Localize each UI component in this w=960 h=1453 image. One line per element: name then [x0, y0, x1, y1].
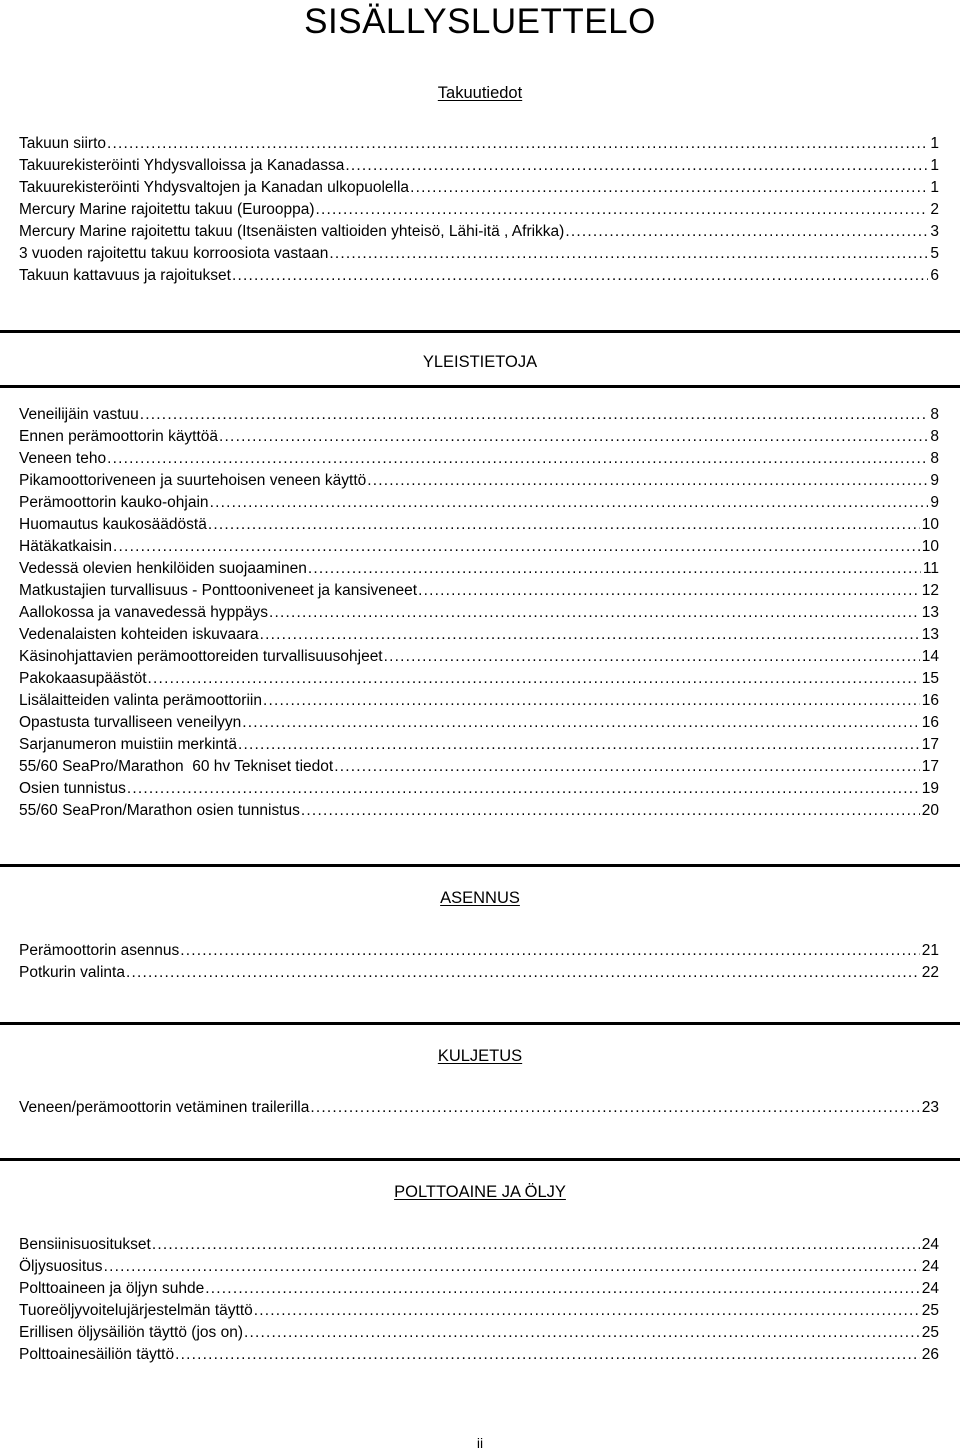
toc-entry-page: 1: [930, 157, 939, 174]
toc-entry-page: 6: [930, 267, 939, 284]
dot-leader: [329, 243, 928, 265]
toc-entry-page: 20: [921, 802, 939, 819]
toc-entry[interactable]: [19, 133, 939, 155]
toc-entry-page: 25: [921, 1302, 939, 1319]
toc-entry-page: 24: [921, 1280, 939, 1297]
section-heading-takuutiedot: Takuutiedot: [437, 84, 523, 102]
dot-leader: [410, 177, 928, 199]
toc-entry[interactable]: [19, 778, 939, 800]
toc-entry[interactable]: [19, 448, 939, 470]
toc-entry[interactable]: [19, 514, 939, 536]
toc-entry-title: Takuun siirto: [19, 135, 107, 152]
dot-leader: [210, 492, 929, 514]
section-divider: [0, 1158, 960, 1161]
toc-entry[interactable]: [19, 558, 939, 580]
dot-leader: [244, 1322, 920, 1344]
toc-entry-title: Huomautus kaukosäädöstä: [19, 516, 207, 533]
toc-entry[interactable]: [19, 1278, 939, 1300]
toc-entry-title: Takuun kattavuus ja rajoitukset: [19, 267, 231, 284]
toc-entry-page: 21: [921, 942, 939, 959]
toc-entry-page: 3: [930, 223, 939, 240]
toc-entry-title: Pakokaasupäästöt: [19, 670, 147, 687]
toc-entry-title: 3 vuoden rajoitettu takuu korroosiota vastaan: [19, 245, 329, 262]
section-heading-polttoaine-ja-oljy: POLTTOAINE JA ÖLJY: [394, 1183, 566, 1201]
dot-leader: [113, 536, 920, 558]
dot-leader: [107, 133, 928, 155]
dot-leader: [345, 155, 928, 177]
toc-entry[interactable]: [19, 602, 939, 624]
dot-leader: [254, 1300, 920, 1322]
toc-entry-title: Veneen teho: [19, 450, 107, 467]
toc-entry[interactable]: [19, 800, 939, 822]
dot-leader: [208, 514, 920, 536]
toc-entry-title: Lisälaitteiden valinta perämoottoriin: [19, 692, 262, 709]
toc-entry-page: 8: [930, 428, 939, 445]
dot-leader: [301, 800, 920, 822]
toc-entry-page: 17: [921, 758, 939, 775]
section-divider: [0, 1022, 960, 1025]
dot-leader: [384, 646, 920, 668]
toc-entry-title: Vedenalaisten kohteiden iskuvaara: [19, 626, 259, 643]
toc-entry[interactable]: [19, 1344, 939, 1366]
toc-entry[interactable]: [19, 243, 939, 265]
dot-leader: [263, 690, 920, 712]
toc-entry-title: Veneen/perämoottorin vetäminen trailerilla: [19, 1099, 310, 1116]
section-heading-kuljetus: KULJETUS: [437, 1047, 523, 1065]
dot-leader: [152, 1234, 920, 1256]
toc-entry-page: 14: [921, 648, 939, 665]
dot-leader: [310, 1097, 919, 1119]
toc-entry-title: Vedessä olevien henkilöiden suojaaminen: [19, 560, 307, 577]
toc-entry[interactable]: [19, 668, 939, 690]
toc-entry-page: 10: [921, 516, 939, 533]
toc-entry-title: Bensiinisuositukset: [19, 1236, 151, 1253]
toc-entry-page: 24: [921, 1258, 939, 1275]
toc-entry-page: 24: [921, 1236, 939, 1253]
toc-entry-title: Opastusta turvalliseen veneilyyn: [19, 714, 242, 731]
toc-entry-page: 9: [930, 472, 939, 489]
dot-leader: [180, 940, 919, 962]
toc-entry-page: 5: [930, 245, 939, 262]
toc-entry-page: 2: [930, 201, 939, 218]
toc-entry[interactable]: [19, 624, 939, 646]
toc-entry-title: Mercury Marine rajoitettu takuu (Itsenäisten valtioiden yhteisö, Lähi-itä , Afrikka): [19, 223, 565, 240]
toc-entry-title: Mercury Marine rajoitettu takuu (Eurooppa): [19, 201, 315, 218]
toc-entry[interactable]: [19, 1256, 939, 1278]
toc-entry-title: Erillisen öljysäiliön täyttö (jos on): [19, 1324, 243, 1341]
toc-entry-title: Takuurekisteröinti Yhdysvalloissa ja Kanadassa: [19, 157, 345, 174]
dot-leader: [418, 580, 920, 602]
dot-leader: [269, 602, 920, 624]
toc-entry-title: Pikamoottoriveneen ja suurtehoisen veneen käyttö: [19, 472, 367, 489]
toc-entry-title: Käsinohjattavien perämoottoreiden turvallisuusohjeet: [19, 648, 383, 665]
section-divider: [0, 330, 960, 333]
dot-leader: [175, 1344, 920, 1366]
toc-entry-title: Matkustajien turvallisuus - Ponttooniveneet ja kansiveneet: [19, 582, 418, 599]
toc-entry[interactable]: [19, 426, 939, 448]
toc-entry-title: Hätäkatkaisin: [19, 538, 113, 555]
dot-leader: [565, 221, 928, 243]
toc-list-asennus: [19, 940, 939, 984]
toc-entry[interactable]: [19, 962, 939, 984]
toc-entry-page: 15: [921, 670, 939, 687]
toc-entry-title: Osien tunnistus: [19, 780, 126, 797]
toc-entry[interactable]: [19, 265, 939, 287]
toc-entry[interactable]: [19, 177, 939, 199]
toc-list-yleistietoja: [19, 404, 939, 822]
dot-leader: [107, 448, 928, 470]
toc-entry-page: 8: [930, 450, 939, 467]
toc-entry-page: 8: [930, 406, 939, 423]
toc-entry-page: 13: [921, 626, 939, 643]
toc-entry-page: 16: [921, 692, 939, 709]
section-heading-yleistietoja: YLEISTIETOJA: [422, 353, 538, 371]
toc-entry-title: Öljysuositus: [19, 1258, 103, 1275]
dot-leader: [104, 1256, 920, 1278]
toc-entry-title: Sarjanumeron muistiin merkintä: [19, 736, 237, 753]
dot-leader: [367, 470, 928, 492]
toc-entry[interactable]: [19, 940, 939, 962]
toc-entry-page: 17: [921, 736, 939, 753]
toc-entry[interactable]: [19, 199, 939, 221]
toc-entry-page: 19: [921, 780, 939, 797]
toc-entry-title: Potkurin valinta: [19, 964, 125, 981]
toc-entry-page: 16: [921, 714, 939, 731]
toc-list-takuutiedot: [19, 133, 939, 287]
toc-entry-title: Polttoaineen ja öljyn suhde: [19, 1280, 205, 1297]
toc-entry-title: 55/60 SeaPro/Marathon 60 hv Tekniset tiedot: [19, 758, 334, 775]
toc-entry[interactable]: [19, 690, 939, 712]
toc-entry-page: 10: [921, 538, 939, 555]
toc-entry-title: Perämoottorin asennus: [19, 942, 180, 959]
dot-leader: [126, 962, 920, 984]
section-divider: [0, 864, 960, 867]
dot-leader: [260, 624, 920, 646]
toc-entry-title: Ennen perämoottorin käyttöä: [19, 428, 219, 445]
toc-entry[interactable]: [19, 536, 939, 558]
toc-entry-page: 1: [930, 135, 939, 152]
toc-entry-title: Tuoreöljyvoitelujärjestelmän täyttö: [19, 1302, 253, 1319]
dot-leader: [148, 668, 920, 690]
toc-entry-page: 26: [921, 1346, 939, 1363]
dot-leader: [238, 734, 920, 756]
section-divider: [0, 385, 960, 388]
toc-entry[interactable]: [19, 1097, 939, 1119]
dot-leader: [127, 778, 920, 800]
toc-entry-page: 1: [930, 179, 939, 196]
toc-entry-page: 13: [921, 604, 939, 621]
toc-entry[interactable]: [19, 470, 939, 492]
toc-entry[interactable]: [19, 756, 939, 778]
toc-entry[interactable]: [19, 1234, 939, 1256]
toc-entry-page: 23: [921, 1099, 939, 1116]
toc-entry-page: 12: [921, 582, 939, 599]
toc-entry-page: 9: [930, 494, 939, 511]
toc-entry[interactable]: [19, 712, 939, 734]
dot-leader: [140, 404, 929, 426]
dot-leader: [334, 756, 920, 778]
toc-entry[interactable]: [19, 221, 939, 243]
toc-entry-page: 22: [921, 964, 939, 981]
dot-leader: [232, 265, 928, 287]
toc-entry[interactable]: [19, 580, 939, 602]
toc-entry[interactable]: [19, 734, 939, 756]
toc-entry-title: 55/60 SeaPron/Marathon osien tunnistus: [19, 802, 300, 819]
toc-entry-page: 11: [922, 560, 939, 577]
toc-entry[interactable]: [19, 1300, 939, 1322]
toc-entry[interactable]: [19, 404, 939, 426]
toc-entry-page: 25: [921, 1324, 939, 1341]
toc-entry-title: Veneilijäin vastuu: [19, 406, 139, 423]
dot-leader: [308, 558, 921, 580]
toc-entry[interactable]: [19, 492, 939, 514]
dot-leader: [219, 426, 928, 448]
page-title: SISÄLLYSLUETTELO: [304, 2, 656, 41]
section-heading-asennus: ASENNUS: [440, 889, 520, 907]
dot-leader: [242, 712, 919, 734]
dot-leader: [205, 1278, 919, 1300]
toc-list-polttoaine-ja-oljy: [19, 1234, 939, 1366]
toc-entry-title: Takuurekisteröinti Yhdysvaltojen ja Kanadan ulkopuolella: [19, 179, 410, 196]
toc-entry[interactable]: [19, 646, 939, 668]
toc-entry[interactable]: [19, 1322, 939, 1344]
toc-entry-title: Aallokossa ja vanavedessä hyppäys: [19, 604, 269, 621]
toc-list-kuljetus: [19, 1097, 939, 1119]
toc-entry[interactable]: [19, 155, 939, 177]
toc-entry-title: Polttoainesäiliön täyttö: [19, 1346, 175, 1363]
toc-entry-title: Perämoottorin kauko-ohjain: [19, 494, 209, 511]
page-number: ii: [476, 1435, 484, 1451]
dot-leader: [316, 199, 929, 221]
